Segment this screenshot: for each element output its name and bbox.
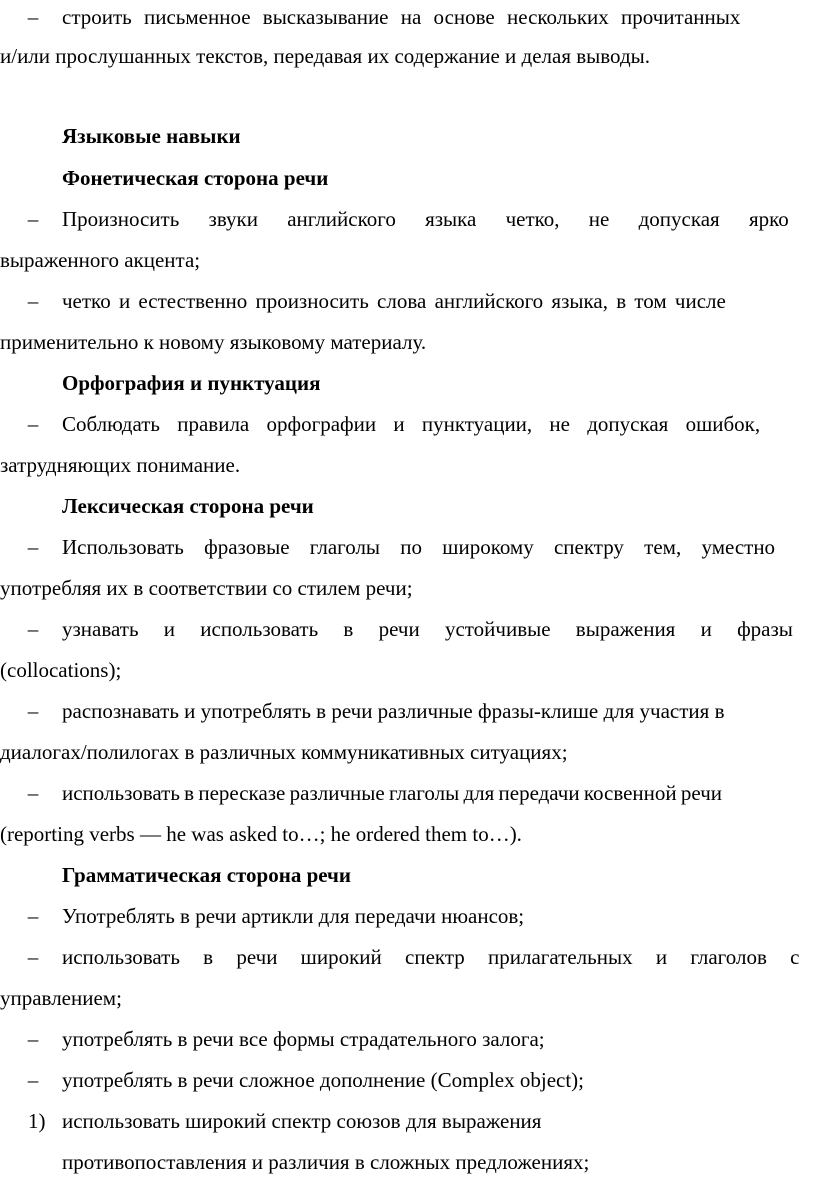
item-text-first-line: использовать в речи широкий спектр прилагательных и глаголов с [62, 945, 800, 969]
list-item [0, 1024, 816, 1054]
item-text-continuation: управлением; [0, 986, 122, 1010]
section-heading-grammar [0, 860, 816, 890]
heading-text: Языковые навыки [62, 124, 241, 148]
list-item [0, 532, 816, 562]
item-text-first-line: употреблять в речи все формы страдательного залога; [62, 1027, 545, 1051]
item-text-continuation: затрудняющих понимание. [0, 453, 241, 477]
item-text-continuation: (collocations); [0, 658, 122, 682]
number-marker: 1) [28, 1109, 46, 1133]
item-text-first-line: строить письменное высказывание на основе нескольких прочитанных [62, 5, 741, 29]
item-text-first-line: Использовать фразовые глаголы по широкому спектру тем, уместно [62, 535, 776, 559]
heading-text: Грамматическая сторона речи [62, 863, 351, 887]
dash-marker: – [27, 289, 39, 313]
item-text-first-line: распознавать и употреблять в речи различные фразы-клише для участия в [62, 699, 725, 723]
dash-marker: – [27, 945, 39, 969]
heading-text: Орфография и пунктуация [62, 371, 321, 395]
dash-marker: – [27, 207, 39, 231]
item-text-first-line: использовать широкий спектр союзов для выражения [62, 1109, 542, 1133]
item-text-continuation-indented [0, 1147, 816, 1177]
dash-marker: – [27, 535, 39, 559]
item-text-first-line: использовать в пересказе различные глаголы для передачи косвенной речи [62, 781, 722, 805]
section-heading-lexical [0, 491, 816, 521]
section-heading-phonetics [0, 163, 816, 193]
item-text-continuation: выраженного акцента; [0, 248, 201, 272]
item-text-continuation: (reporting verbs — he was asked to…; he ordered them to…). [0, 822, 522, 846]
list-item [0, 614, 816, 644]
dash-marker: – [27, 617, 39, 641]
list-item [0, 942, 816, 972]
item-text-first-line: четко и естественно произносить слова английского языка, в том числе [62, 289, 726, 313]
list-item [0, 204, 816, 234]
list-item [0, 286, 816, 316]
item-text-first-line: Употреблять в речи артикли для передачи нюансов; [62, 904, 525, 928]
item-text-first-line: Соблюдать правила орфографии и пунктуации, не допуская ошибок, [62, 412, 761, 436]
dash-marker: – [27, 412, 39, 436]
heading-text: Лексическая сторона речи [62, 494, 314, 518]
item-text-first-line: узнавать и использовать в речи устойчивые выражения и фразы [62, 617, 793, 641]
dash-marker: – [27, 5, 39, 29]
section-heading-orthography [0, 368, 816, 398]
list-item [0, 901, 816, 931]
list-item [0, 409, 816, 439]
item-text-continuation: и/или прослушанных текстов, передавая их содержание и делая выводы. [0, 44, 650, 68]
dash-marker: – [27, 699, 39, 723]
dash-marker: – [27, 781, 39, 805]
list-item [0, 1065, 816, 1095]
item-text-continuation: применительно к новому языковому материалу. [0, 330, 427, 354]
dash-marker: – [27, 1027, 39, 1051]
dash-marker: – [27, 1068, 39, 1092]
list-item [0, 2, 816, 32]
heading-text: Фонетическая сторона речи [62, 166, 329, 190]
list-item [0, 778, 816, 808]
item-text-continuation: диалогах/полилогах в различных коммуникативных ситуациях; [0, 740, 568, 764]
item-text-continuation: употребляя их в соответствии со стилем речи; [0, 576, 413, 600]
list-item [0, 696, 816, 726]
dash-marker: – [27, 904, 39, 928]
item-text-continuation: противопоставления и различия в сложных предложениях; [62, 1150, 590, 1174]
item-text-first-line: употреблять в речи сложное дополнение (Complex object); [62, 1068, 584, 1092]
item-text-first-line: Произносить звуки английского языка четко, не допуская ярко [62, 207, 789, 231]
section-heading-language-skills [0, 121, 816, 151]
numbered-list-item [0, 1106, 816, 1136]
